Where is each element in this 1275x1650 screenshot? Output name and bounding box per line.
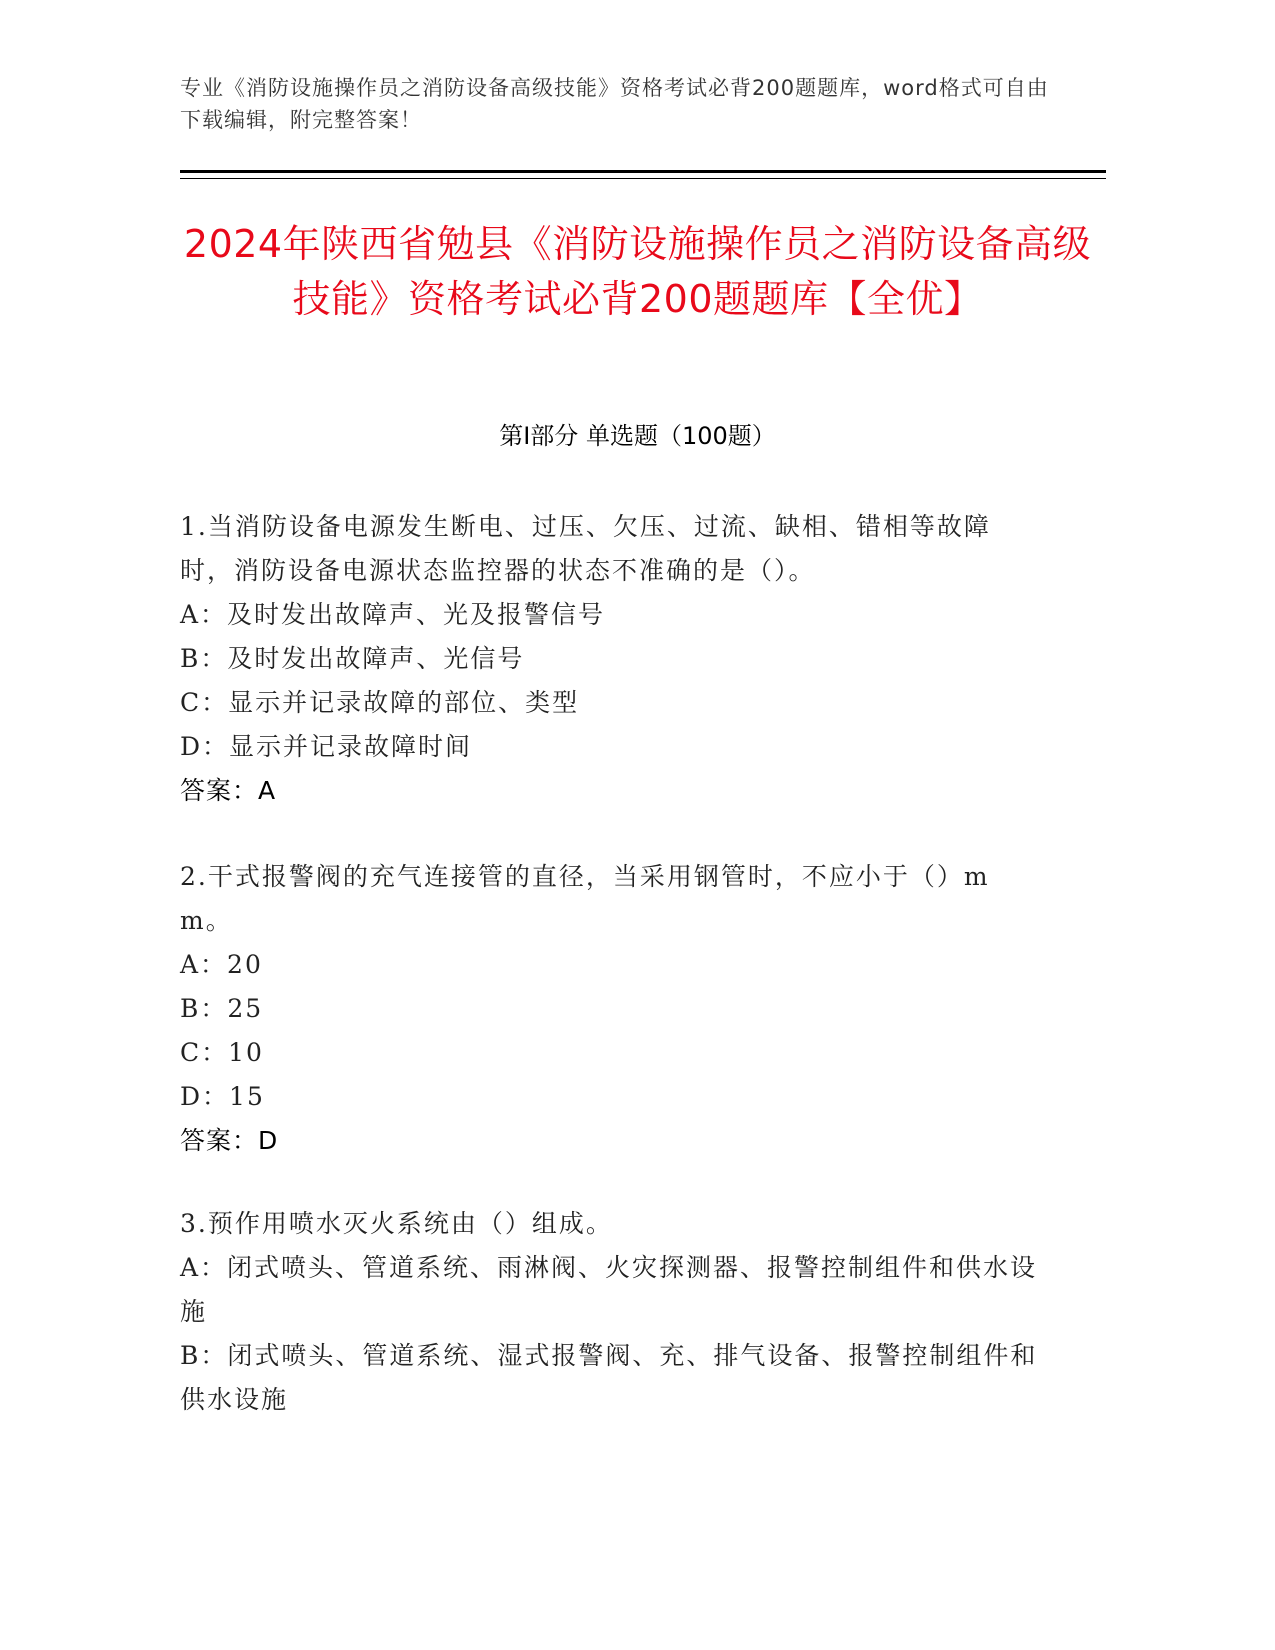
- answer: 答案：D: [180, 1126, 279, 1155]
- answer: 答案：A: [180, 776, 277, 805]
- header-note: 专业《消防设施操作员之消防设备高级技能》资格考试必背200题题库，word格式可自由下载编辑，附完整答案！: [180, 76, 1049, 132]
- question-2: [180, 855, 1040, 1163]
- option-d: D：15: [180, 1082, 265, 1111]
- option-a: A：闭式喷头、管道系统、雨淋阀、火灾探测器、报警控制组件和供水设施: [180, 1253, 1038, 1326]
- question-1: [180, 505, 1040, 813]
- question-3: [180, 1202, 1040, 1422]
- option-a: A：及时发出故障声、光及报警信号: [180, 600, 606, 629]
- option-d: D：显示并记录故障时间: [180, 732, 473, 761]
- section-title: 第Ⅰ部分 单选题（100题）: [499, 422, 776, 450]
- option-b: B：25: [180, 994, 264, 1023]
- header-rule-thin: [180, 178, 1106, 179]
- question-text: 3.预作用喷水灭火系统由（）组成。: [180, 1209, 613, 1238]
- option-c: C：10: [180, 1038, 264, 1067]
- document-title: 2024年陕西省勉县《消防设施操作员之消防设备高级技能》资格考试必背200题题库【全优】: [183, 222, 1092, 321]
- option-b: B：及时发出故障声、光信号: [180, 644, 525, 673]
- question-text: 2.干式报警阀的充气连接管的直径，当采用钢管时，不应小于（）mm。: [180, 862, 990, 935]
- option-b: B：闭式喷头、管道系统、湿式报警阀、充、排气设备、报警控制组件和供水设施: [180, 1341, 1038, 1414]
- option-a: A：20: [180, 950, 263, 979]
- option-c: C：显示并记录故障的部位、类型: [180, 688, 580, 717]
- question-text: 1.当消防设备电源发生断电、过压、欠压、过流、缺相、错相等故障时，消防设备电源状态监控器的状态不准确的是（）。: [180, 512, 991, 585]
- header-rule-thick: [180, 170, 1106, 173]
